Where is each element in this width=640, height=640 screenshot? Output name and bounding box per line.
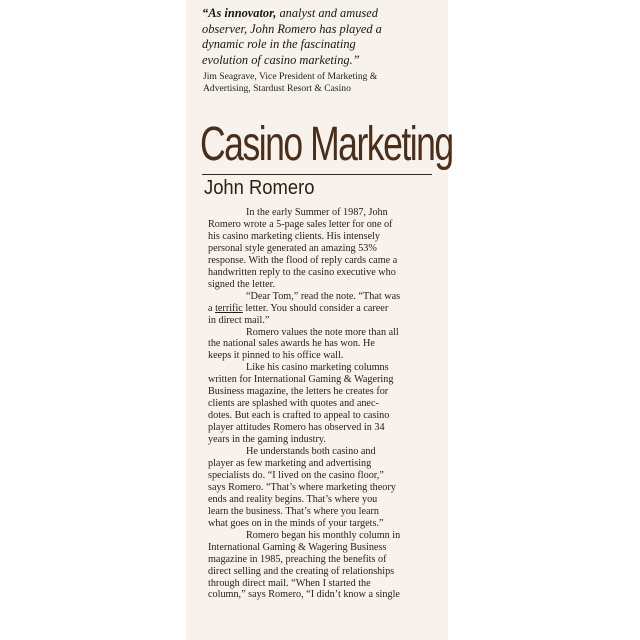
body-line: player as few marketing and advertising: [208, 457, 372, 469]
quote-line: observer, John Romero has played a: [202, 21, 382, 36]
article-title: Casino Marketing: [200, 117, 453, 171]
attribution-line: Advertising, Stardust Resort & Casino: [203, 83, 351, 95]
body-line: Romero wrote a 5-page sales letter for one of: [208, 218, 393, 230]
body-line: what goes on in the minds of your targets.”: [208, 517, 384, 529]
attribution-line: Jim Seagrave, Vice President of Marketing &: [203, 71, 378, 83]
body-line: the national sales awards he has won. He: [208, 338, 375, 350]
body-line: in direct mail.”: [208, 314, 270, 326]
body-line: Romero began his monthly column in: [246, 529, 401, 541]
body-line: International Gaming & Wagering Business: [208, 541, 387, 553]
body-line: clients are splashed with quotes and anec-: [208, 398, 379, 410]
body-line: written for International Gaming & Wagering: [208, 374, 394, 386]
body-fragment: letter. You should consider a career: [242, 302, 389, 314]
body-line: dotes. But each is crafted to appeal to casino: [208, 410, 390, 422]
quote-bold-lead: “As innovator,: [202, 6, 277, 20]
endorsement-quote: [202, 6, 438, 68]
underlined-word: terrific: [215, 302, 243, 314]
body-line: He understands both casino and: [246, 446, 376, 458]
body-line: “Dear Tom,” read the note. “That was: [246, 290, 401, 302]
quote-attribution: [203, 71, 438, 95]
body-line: personal style generated an amazing 53%: [208, 242, 377, 254]
body-line: magazine in 1985, preaching the benefits of: [208, 553, 387, 565]
quote-line: dynamic role in the fascinating: [202, 37, 356, 52]
body-line: player attitudes Romero has observed in 34: [208, 422, 385, 434]
body-line: keeps it pinned to his office wall.: [208, 350, 344, 362]
body-line: signed the letter.: [208, 278, 276, 290]
body-line: Romero values the note more than all: [246, 326, 399, 338]
body-line: ends and reality begins. That’s where you: [208, 493, 378, 505]
author-byline: John Romero: [204, 176, 315, 199]
quote-line: analyst and amused: [276, 6, 378, 20]
body-line: response. With the flood of reply cards came a: [208, 254, 398, 266]
quote-line: evolution of casino marketing.”: [202, 52, 360, 67]
title-rule: [202, 174, 432, 175]
body-line: [208, 303, 434, 315]
body-fragment: a: [208, 302, 216, 314]
body-line: handwritten reply to the casino executive who: [208, 266, 396, 278]
body-line: says Romero. “That’s where marketing theory: [208, 481, 396, 493]
body-line: column,” says Romero, “I didn’t know a single: [208, 589, 400, 601]
body-line: years in the gaming industry.: [208, 434, 326, 446]
body-line: direct selling and the creating of relationships: [208, 565, 395, 577]
body-line: his casino marketing clients. His intensely: [208, 230, 381, 242]
body-line: through direct mail. “When I started the: [208, 577, 371, 589]
body-line: Like his casino marketing columns: [246, 362, 389, 374]
body-line: Business magazine, the letters he creates for: [208, 386, 389, 398]
body-line: learn the business. That’s where you learn: [208, 505, 379, 517]
body-line: specialists do. “I lived on the casino floor,”: [208, 469, 384, 481]
article-content: [200, 6, 453, 601]
article-body: [208, 207, 434, 601]
body-line: In the early Summer of 1987, John: [246, 206, 388, 218]
